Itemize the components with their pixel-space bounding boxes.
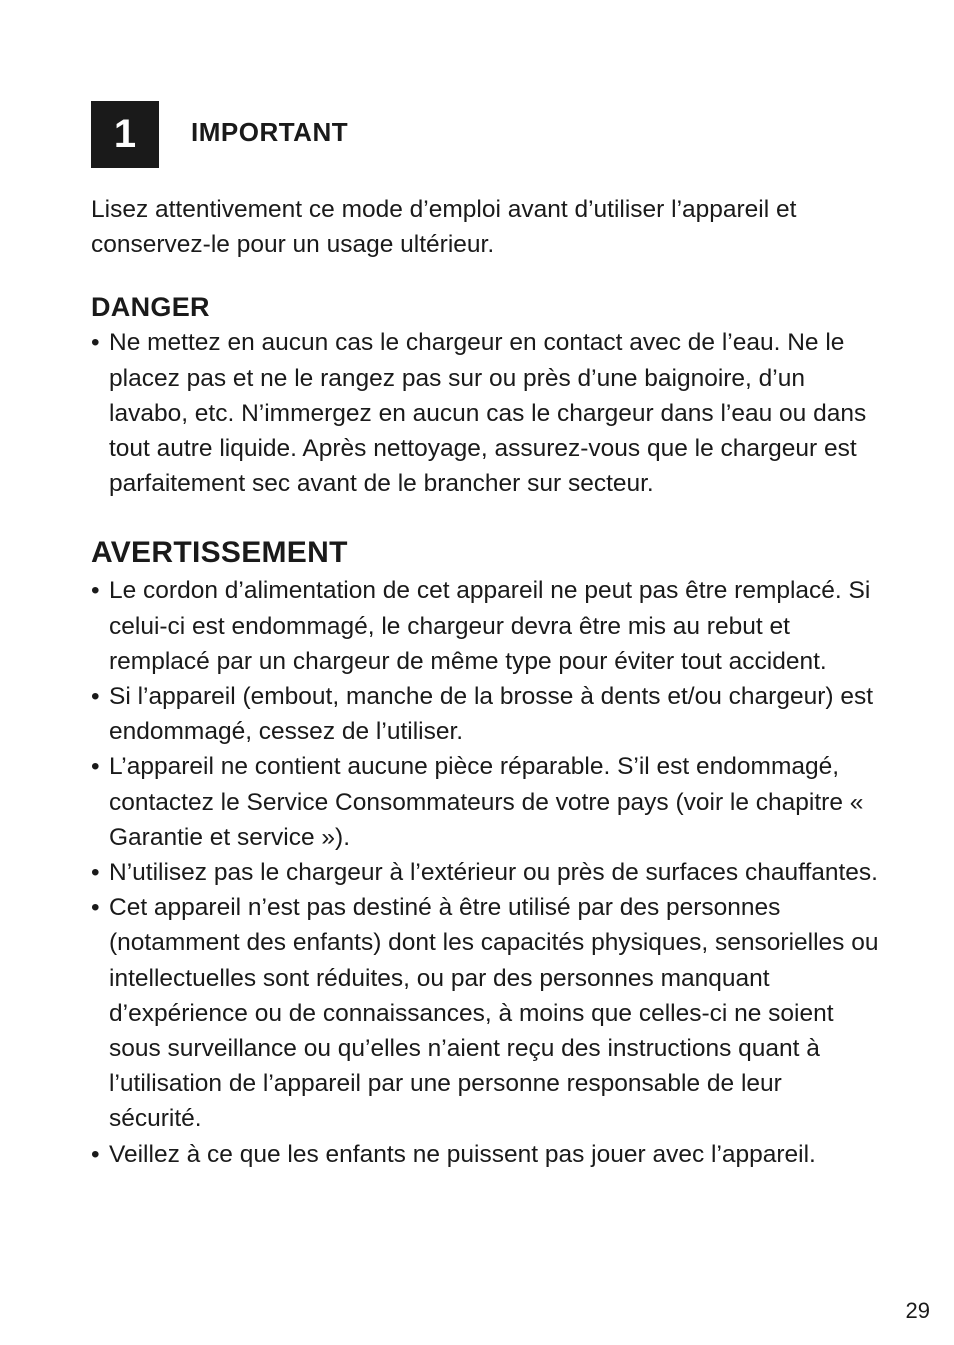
bullet-icon: • [91, 859, 100, 887]
warning-item [91, 1137, 881, 1172]
page-number: 29 [905, 1298, 930, 1323]
chapter-number: 1 [113, 112, 137, 156]
chapter-number-box [91, 101, 159, 168]
bullet-icon: • [91, 683, 100, 711]
danger-item-text: Ne mettez en aucun cas le chargeur en contact avec de l’eau. Ne le placez pas et ne le rangez pas sur ou près d’une baignoire, d’un lavabo, etc. N’immergez en aucun cas le chargeur dans l’eau ou dans tout autre liquide. Après nettoyage, assurez-vous que le chargeur est parfaitement sec avant de le brancher sur secteur. [109, 329, 867, 498]
warning-item [91, 573, 881, 679]
warning-item-text: Si l’appareil (embout, manche de la brosse à dents et/ou chargeur) est endommagé, cessez de l’utiliser. [109, 683, 874, 746]
warning-item-text: Le cordon d’alimentation de cet appareil ne peut pas être remplacé. Si celui-ci est endommagé, le chargeur devra être mis au rebut et remplacé par un chargeur de même type pour éviter tout accident. [109, 577, 871, 675]
warning-item [91, 855, 881, 890]
bullet-icon: • [91, 577, 100, 605]
danger-item [91, 325, 881, 501]
warning-item-text: N’utilisez pas le chargeur à l’extérieur ou près de surfaces chauffantes. [109, 859, 878, 887]
bullet-icon: • [91, 894, 100, 922]
danger-heading: DANGER [91, 292, 210, 323]
warning-item-text: Veillez à ce que les enfants ne puissent pas jouer avec l’appareil. [109, 1140, 816, 1168]
warning-item-text: L’appareil ne contient aucune pièce réparable. S’il est endommagé, contactez le Service Consommateurs de votre pays (voir le chapitre « Garantie et service »). [109, 753, 864, 851]
warning-item [91, 890, 881, 1136]
bullet-icon: • [91, 753, 100, 781]
chapter-title: IMPORTANT [191, 117, 349, 147]
page-content [91, 192, 881, 1172]
warning-item [91, 679, 881, 749]
bullet-icon: • [91, 329, 100, 357]
warning-list [91, 573, 881, 1171]
warning-heading: AVERTISSEMENT [91, 536, 348, 570]
warning-item-text: Cet appareil n’est pas destiné à être utilisé par des personnes (notamment des enfants) dont les capacités physiques, sensorielles ou intellectuelles sont réduites, ou par des personnes manquant d’expérience ou de connaissances, à moins que celles-ci ne soient sous surveillance ou qu’elles n’aient reçu des instructions quant à l’utilisation de l’appareil par une personne responsable de leur sécurité. [109, 894, 879, 1133]
bullet-icon: • [91, 1140, 100, 1168]
warning-item [91, 749, 881, 855]
danger-list [91, 325, 881, 501]
intro-paragraph: Lisez attentivement ce mode d’emploi avant d’utiliser l’appareil et conservez-le pour un usage ultérieur. [91, 196, 797, 259]
